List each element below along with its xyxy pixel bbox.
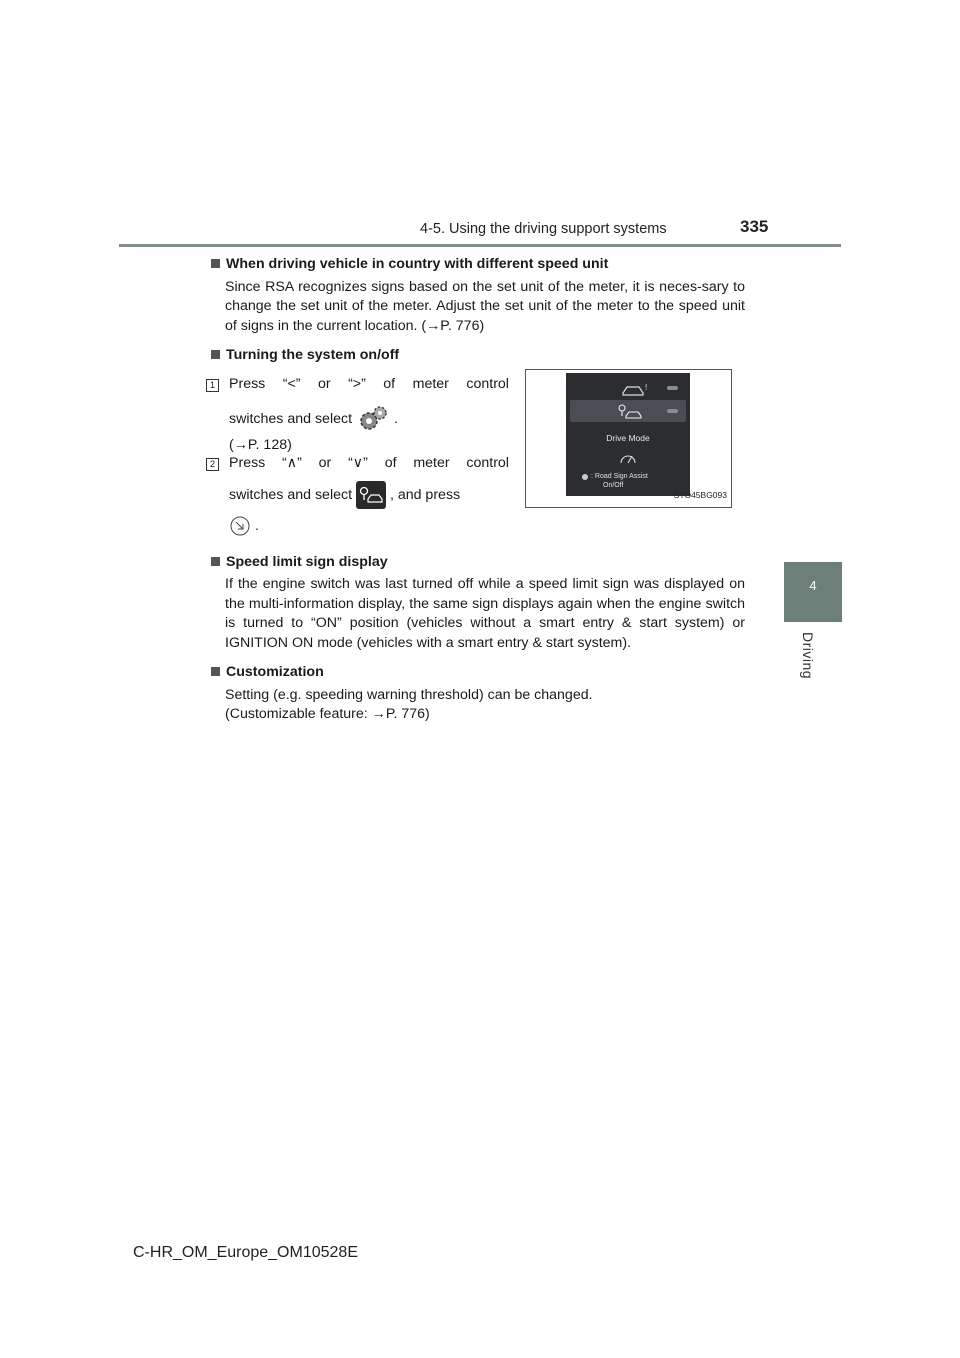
section-heading: Speed limit sign display — [211, 553, 745, 573]
section-body: If the engine switch was last turned off while a speed limit sign was displayed on the multi-information display, the same sign displays again when the engine switch is turned to “ON” position (vehicles without a smart entry & start system) or IGNITION ON mode (vehicles with a smart entry & start system). — [225, 576, 745, 651]
meter-display-figure — [525, 369, 732, 508]
square-bullet-icon — [211, 259, 220, 268]
square-bullet-icon — [211, 350, 220, 359]
chapter-number: 4 — [809, 578, 817, 593]
document-id: C-HR_OM_Europe_OM10528E — [133, 1244, 358, 1261]
status-indicator — [667, 386, 678, 390]
section-body: Setting (e.g. speeding warning threshold) can be changed. — [225, 686, 593, 703]
chapter-label: Driving — [800, 632, 816, 680]
square-bullet-icon — [211, 667, 220, 676]
section-heading: When driving vehicle in country with different speed unit — [211, 255, 745, 275]
steps-area — [211, 369, 745, 549]
step-number: 1 — [206, 379, 219, 392]
car-warning-icon — [615, 378, 655, 398]
section-body: (Customizable feature: →P. 776) — [225, 706, 430, 722]
step-line: switches and select . — [229, 404, 509, 434]
step-line: Press “<” or “>” of meter control — [229, 375, 509, 392]
meter-settings-icon — [618, 449, 638, 467]
section-customization — [211, 663, 745, 725]
section-title: 4-5. Using the driving support systems — [420, 221, 667, 237]
svg-text:!: ! — [645, 382, 648, 392]
section-body: Since RSA recognizes signs based on the set unit of the meter, it is neces-sary to change the set unit of the meter. Adjust the set unit of the meter to the speed unit of signs in the current location. (→P. 776) — [225, 278, 745, 334]
section-onoff — [211, 346, 745, 549]
header-rule — [119, 244, 841, 247]
step-line: Press “∧” or “∨” of meter control — [229, 454, 509, 471]
section-heading: Customization — [211, 663, 745, 683]
square-bullet-icon — [211, 557, 220, 566]
step-1 — [209, 375, 509, 456]
main-content — [211, 255, 745, 735]
selection-dot-icon — [581, 473, 589, 481]
status-indicator — [667, 409, 678, 413]
step-line: switches and select , and press — [229, 481, 509, 509]
section-country — [211, 255, 745, 336]
figure-code: STO45BG093 — [673, 490, 727, 500]
step-2 — [209, 454, 509, 538]
rsa-caption: : Road Sign Assist On/Off — [591, 472, 648, 489]
multi-information-display — [566, 373, 690, 496]
step-line: (→P. 128) — [229, 437, 292, 453]
drive-mode-title: Drive Mode — [606, 432, 650, 443]
page-number: 335 — [740, 217, 769, 236]
step-line: . — [229, 515, 509, 537]
chapter-tab — [784, 562, 842, 622]
section-heading: Turning the system on/off — [211, 346, 745, 366]
menu-row — [570, 377, 686, 399]
section-speed-limit — [211, 553, 745, 654]
road-sign-assist-icon — [614, 401, 654, 421]
step-number: 2 — [206, 458, 219, 471]
gear-settings-icon — [356, 404, 390, 434]
menu-row-selected — [570, 400, 686, 422]
enter-button-icon — [229, 515, 251, 537]
road-sign-assist-icon — [356, 481, 386, 509]
